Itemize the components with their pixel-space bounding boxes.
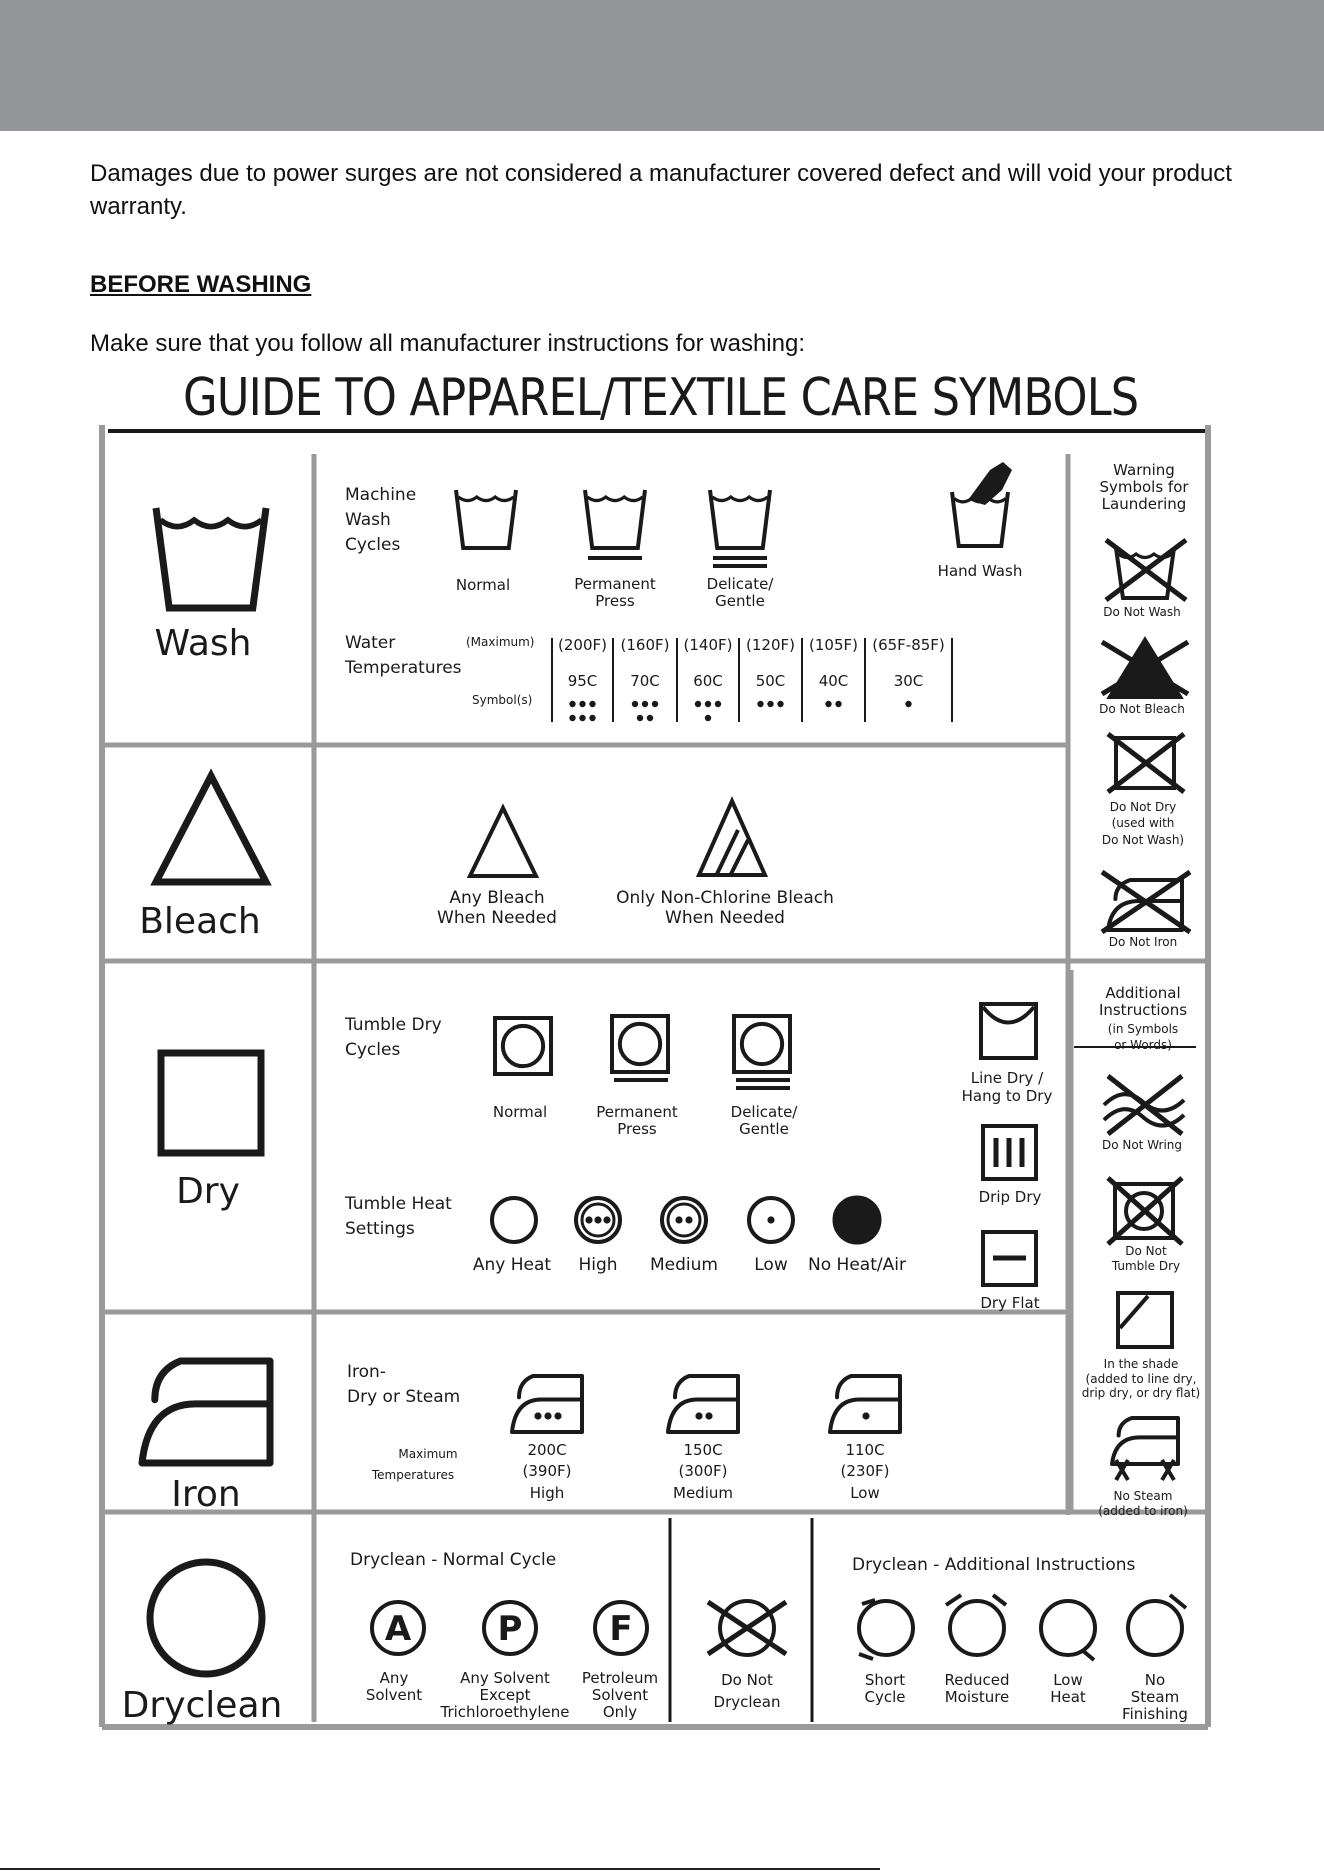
do-not-iron-label: Do Not Iron — [1108, 935, 1178, 949]
warning-title: Symbols for — [1099, 478, 1189, 496]
any-solvent-except-label: Any Solvent — [460, 1669, 550, 1687]
line-dry-curve — [983, 1007, 1034, 1023]
additional-title-note: or Words) — [1114, 1038, 1172, 1052]
wash-delicate-icon-water — [712, 497, 767, 501]
temp-dot — [835, 701, 841, 707]
temp-celsius-0: 95C — [567, 672, 598, 690]
temp-dot — [905, 701, 911, 707]
warning-title: Warning — [1113, 461, 1175, 479]
tumble-normal-icon-circle — [503, 1026, 543, 1066]
temp-dot — [569, 701, 575, 707]
iron-category-icon — [142, 1361, 270, 1463]
temp-dot — [777, 701, 783, 707]
temp-dot — [825, 701, 831, 707]
additional-title: Additional — [1105, 984, 1181, 1002]
dryclean-letter-0: A — [384, 1609, 412, 1649]
temp-dot — [589, 701, 595, 707]
chart-content — [122, 461, 1201, 1726]
tumble-heat-title: Tumble Heat — [345, 1194, 452, 1214]
low-heat-label: Low — [1053, 1671, 1083, 1689]
no-steam-label: No Steam — [1113, 1489, 1173, 1503]
additional-title-note: (in Symbols — [1107, 1022, 1179, 1036]
iron-celsius-1: 150C — [683, 1441, 723, 1459]
hand-wash-label: Hand Wash — [937, 562, 1023, 580]
heat-setting-label-2: Medium — [650, 1255, 718, 1275]
temp-fahrenheit-2: (140F) — [683, 636, 733, 654]
iron-title: Iron- — [347, 1362, 386, 1382]
heat-dot — [767, 1216, 774, 1223]
dry-flat-label: Dry Flat — [980, 1294, 1040, 1312]
wash-normal-icon-water — [458, 497, 513, 501]
shade-label: In the shade — [1103, 1357, 1179, 1371]
no-steam-finishing-label: Finishing — [1122, 1705, 1188, 1723]
warranty-paragraph: Damages due to power surges are not considered a manufacturer covered defect and will void your product warranty. — [90, 160, 1232, 220]
any-bleach-label: When Needed — [437, 908, 557, 928]
temp-dot — [715, 701, 721, 707]
short-cycle-label: Short — [864, 1671, 906, 1689]
tumble-delicate-label: Gentle — [739, 1120, 789, 1138]
heat-dot — [675, 1216, 682, 1223]
temp-dot — [767, 701, 773, 707]
warning-title: Laundering — [1101, 495, 1187, 513]
wash-category-icon — [156, 508, 266, 608]
heat-setting-icon-4 — [834, 1197, 880, 1243]
any-solvent-except-label: Except — [479, 1686, 531, 1704]
heat-setting-label-4: No Heat/Air — [808, 1255, 906, 1275]
dryclean-letter-1: P — [497, 1609, 523, 1649]
heat-setting-label-0: Any Heat — [472, 1255, 552, 1275]
reduced-moisture-mark — [946, 1595, 961, 1605]
no-steam-note: (added to iron) — [1098, 1504, 1188, 1518]
iron-level-name-0: High — [529, 1484, 565, 1502]
bleach-category-label: Bleach — [139, 901, 261, 942]
do-not-tumble-label: Tumble Dry — [1111, 1259, 1181, 1273]
do-not-tumble-label: Do Not — [1125, 1244, 1167, 1258]
temp-fahrenheit-3: (120F) — [746, 636, 795, 654]
tumble-normal-label: Normal — [492, 1103, 548, 1121]
dryclean-additional-icon-2 — [1041, 1601, 1095, 1655]
heat-dot — [685, 1216, 692, 1223]
iron-level-icon-0 — [512, 1376, 582, 1432]
heat-setting-label-3: Low — [754, 1255, 788, 1275]
drip-dry-label: Drip Dry — [978, 1188, 1042, 1206]
wash-cycles-title: Machine — [345, 485, 417, 505]
temp-dot — [579, 715, 585, 721]
dryclean-additional-title: Dryclean - Additional Instructions — [852, 1555, 1136, 1575]
bleach-category-icon — [156, 776, 266, 882]
iron-category-label: Iron — [171, 1474, 241, 1515]
tumble-heat-title: Settings — [345, 1219, 415, 1239]
wash-cycles-title: Wash — [345, 510, 391, 530]
do-not-dryclean-label: Do Not — [721, 1671, 773, 1689]
reduced-moisture-label: Reduced — [944, 1671, 1010, 1689]
iron-dot — [544, 1412, 551, 1419]
iron-max-title: Temperatures — [371, 1468, 455, 1482]
heat-dot — [585, 1216, 592, 1223]
tumble-permanent-label: Press — [617, 1120, 657, 1138]
temp-dot — [652, 701, 658, 707]
temp-dot — [642, 701, 648, 707]
iron-title: Dry or Steam — [347, 1387, 461, 1407]
temp-celsius-1: 70C — [630, 672, 660, 690]
petroleum-solvent-label: Only — [602, 1703, 638, 1721]
dryclean-category-icon — [150, 1562, 262, 1674]
iron-dot — [554, 1412, 561, 1419]
no-steam-finishing-label: Steam — [1130, 1688, 1180, 1706]
iron-dot — [705, 1412, 712, 1419]
temp-celsius-2: 60C — [693, 672, 723, 690]
low-heat-label: Heat — [1050, 1688, 1086, 1706]
iron-celsius-0: 200C — [527, 1441, 567, 1459]
dryclean-normal-title: Dryclean - Normal Cycle — [350, 1550, 557, 1570]
short-cycle-label: Cycle — [864, 1688, 906, 1706]
temp-fahrenheit-4: (105F) — [809, 636, 858, 654]
non-chlorine-bleach-label: Only Non-Chlorine Bleach — [616, 888, 834, 908]
iron-dot — [534, 1412, 541, 1419]
shade-note: (added to line dry, — [1085, 1372, 1197, 1386]
line-dry-label: Line Dry / — [970, 1069, 1044, 1087]
do-not-wring-label: Do Not Wring — [1101, 1138, 1183, 1152]
iron-dot — [695, 1412, 702, 1419]
heat-setting-label-1: High — [578, 1255, 618, 1275]
heat-ring — [668, 1204, 700, 1236]
dry-category-label: Dry — [176, 1171, 240, 1212]
temp-dot — [632, 701, 638, 707]
temp-fahrenheit-0: (200F) — [558, 636, 607, 654]
low-heat-mark — [1082, 1650, 1094, 1660]
any-bleach-icon — [470, 808, 536, 876]
maximum-label: (Maximum) — [466, 635, 535, 649]
symbols-label: Symbol(s) — [472, 693, 533, 707]
any-solvent-except-label: Trichloroethylene — [440, 1703, 570, 1721]
chart-title: GUIDE TO APPAREL/TEXTILE CARE SYMBOLS — [183, 368, 1139, 428]
iron-max-title: Maximum — [398, 1447, 458, 1461]
do-not-bleach-label: Do Not Bleach — [1099, 702, 1185, 716]
dryclean-additional-icon-1 — [950, 1601, 1004, 1655]
tumble-delicate-label: Delicate/ — [730, 1103, 798, 1121]
wash-normal-label: Normal — [455, 576, 511, 594]
temp-fahrenheit-5: (65F-85F) — [872, 636, 945, 654]
temp-celsius-3: 50C — [755, 672, 786, 690]
temp-dot — [705, 701, 711, 707]
footer-rule — [0, 1868, 880, 1870]
temp-dot — [695, 701, 701, 707]
iron-fahrenheit-2: (230F) — [840, 1462, 890, 1480]
dryclean-letter-2: F — [609, 1609, 633, 1649]
iron-level-icon-1 — [668, 1376, 738, 1432]
wash-cycles-title: Cycles — [345, 535, 401, 555]
do-not-wash-label: Do Not Wash — [1103, 605, 1181, 619]
wash-category-icon-water — [160, 520, 261, 527]
heat-setting-icon-0 — [492, 1198, 536, 1242]
wash-delicate-label: Gentle — [715, 592, 765, 610]
iron-level-icon-2 — [830, 1376, 900, 1432]
heat-dot — [603, 1216, 610, 1223]
shade-note: drip dry, or dry flat) — [1081, 1386, 1201, 1400]
temp-dot — [589, 715, 595, 721]
no-steam-finishing-label: No — [1144, 1671, 1166, 1689]
iron-celsius-2: 110C — [845, 1441, 885, 1459]
temp-celsius-4: 40C — [818, 672, 849, 690]
iron-level-name-1: Medium — [673, 1484, 733, 1502]
any-solvent-label: Solvent — [365, 1686, 423, 1704]
tumble-dry-title: Cycles — [345, 1040, 401, 1060]
tumble-permanent-label: Permanent — [596, 1103, 678, 1121]
iron-dot — [862, 1412, 869, 1419]
temp-dot — [569, 715, 575, 721]
temp-dot — [757, 701, 763, 707]
temp-dot — [637, 715, 643, 721]
iron-fahrenheit-0: (390F) — [522, 1462, 572, 1480]
wash-permanent-label: Press — [595, 592, 635, 610]
wash-delicate-label: Delicate/ — [706, 575, 774, 593]
dryclean-additional-icon-0 — [859, 1601, 913, 1655]
heat-dot — [594, 1216, 601, 1223]
wash-permanent-icon-water — [587, 497, 642, 501]
wash-category-label: Wash — [154, 623, 252, 664]
do-not-wring-icon — [1104, 1094, 1184, 1125]
temp-dot — [579, 701, 585, 707]
do-not-dryclean-label: Dryclean — [713, 1693, 781, 1711]
wash-permanent-label: Permanent — [574, 575, 656, 593]
tumble-delicate-icon-circle — [742, 1024, 782, 1064]
temp-celsius-5: 30C — [893, 672, 924, 690]
water-temperatures-title: Temperatures — [345, 658, 462, 678]
instruction-text: Make sure that you follow all manufacturer instructions for washing: — [90, 330, 805, 357]
petroleum-solvent-label: Solvent — [591, 1686, 649, 1704]
any-bleach-label: Any Bleach — [449, 888, 545, 908]
any-solvent-label: Any — [379, 1669, 409, 1687]
section-heading: BEFORE WASHING — [90, 271, 312, 298]
short-cycle-mark — [859, 1654, 873, 1659]
petroleum-solvent-label: Petroleum — [581, 1669, 659, 1687]
additional-title: Instructions — [1098, 1001, 1188, 1019]
iron-fahrenheit-1: (300F) — [678, 1462, 728, 1480]
temp-dot — [705, 715, 711, 721]
dryclean-category-label: Dryclean — [121, 1685, 283, 1726]
reduced-moisture-mark — [993, 1595, 1006, 1605]
do-not-dry-note: Do Not Wash) — [1101, 833, 1185, 847]
temp-fahrenheit-1: (160F) — [620, 636, 670, 654]
tumble-dry-title: Tumble Dry — [345, 1015, 442, 1035]
dryclean-additional-icon-3 — [1128, 1601, 1182, 1655]
reduced-moisture-label: Moisture — [944, 1688, 1010, 1706]
line-dry-label: Hang to Dry — [961, 1087, 1053, 1105]
water-temperatures-title: Water — [345, 633, 396, 653]
temp-dot — [647, 715, 653, 721]
do-not-dry-label: Do Not Dry — [1109, 800, 1177, 814]
tumble-permanent-icon-circle — [620, 1024, 660, 1064]
shade-stripe — [1120, 1296, 1148, 1328]
do-not-dry-note: (used with — [1111, 816, 1175, 830]
non-chlorine-bleach-label: When Needed — [665, 908, 785, 928]
no-steam-iron-icon — [1112, 1418, 1178, 1464]
iron-level-name-2: Low — [850, 1484, 880, 1502]
dry-category-icon — [161, 1053, 261, 1153]
